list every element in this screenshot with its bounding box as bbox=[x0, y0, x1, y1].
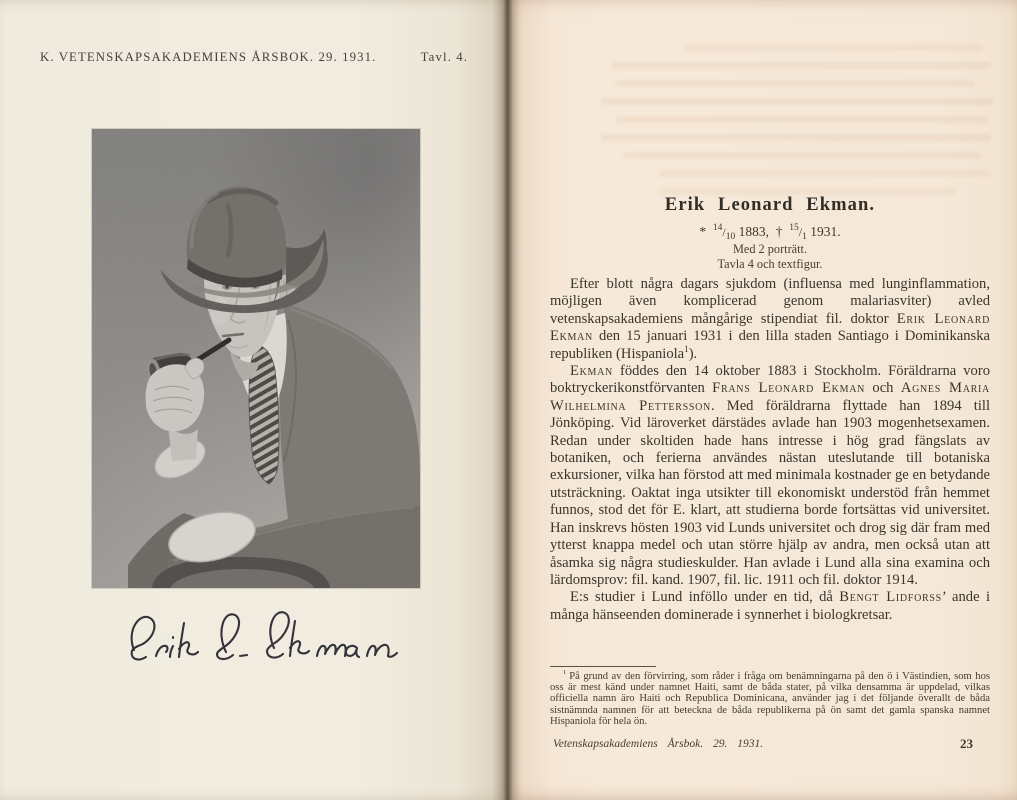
portrait-note: Med 2 porträtt. bbox=[732, 242, 808, 256]
right-page-content bbox=[550, 0, 990, 800]
footnote-rule bbox=[550, 666, 656, 667]
running-footer: Vetenskapsakademiens Årsbok. 29. 1931. bbox=[553, 738, 764, 750]
died-month: 1 bbox=[802, 232, 807, 242]
died-year: 1931. bbox=[810, 224, 841, 239]
plate-number-text: Tavl. 4. bbox=[420, 50, 468, 64]
page-number: 23 bbox=[960, 736, 973, 751]
right-page bbox=[507, 0, 1017, 800]
life-dates: * $^{14}/_{10}$ 1883, † $^{15}/_1$ 1931. bbox=[699, 223, 841, 242]
born-day: 14 bbox=[712, 223, 723, 233]
paragraph: Efter blott några dagars sjukdom (influensa med lunginflammation, möjligen även komplicerad genom malariasviter) avled vetenskapsakademiens mångårige stipendiat fil. doktor Erik Leonard Ekman den 15 januari 1931 i den lilla staden Santiago i Dominikanska republiken (Hispaniola$^1$). bbox=[550, 276, 991, 362]
left-page-header bbox=[40, 50, 468, 65]
page-gutter-shadow bbox=[492, 0, 520, 800]
yearbook-header-text: K. VETENSKAPSAKADEMIENS ÅRSBOK. 29. 1931. bbox=[40, 50, 377, 64]
body-text bbox=[550, 276, 990, 624]
born-month: 10 bbox=[725, 232, 736, 242]
footnote-text: $^1$ På grund av den förvirring, som råder i fråga om benämningarna på den ö i Västindien, som hos oss är mest känd under namnet Haiti, samt de båda stater, på vilka densamma är uppdelad, vilkas officiella namn äro Haiti och Republica Dominicana, använder jag i det följande överallt de båda sistnämnda namnen för att beteckna de båda republikerna på ön samt det gamla spanska namnet Hispaniola för hela ön. bbox=[550, 669, 990, 727]
born-marker: * bbox=[699, 224, 707, 239]
paragraph: Ekman föddes den 14 oktober 1883 i Stockholm. Föräldrarna voro boktryckerikonstförvanten Frans Leonard Ekman och Agnes Maria Wilhelmina Pettersson. Med föräldrarna flyttade han 1894 till Jönköping. Vid läroverket därstädes avlade han 1903 mogenhetsexamen. Redan under skoltiden hade hans intresse i hög grad fängslats av botaniken, och ferierna användes nästan uteslutande till botaniska exkursioner, vilka han förstod att med minimala kostnader ge en betydande utsträckning. Oaktat inga utsikter till ekonomiskt understöd från hemmet funnos, stod det för E. klart, att studierna borde fortsättas vid universitet. Han inskrevs hösten 1903 vid Lunds universitet och drog sig där fram med ytterst knappa medel och utan större hjälp av andra, men också utan att åsamka sig några studieskulder. Han avlade i Lund alla sina examina och lärdomsprov: fil. kand. 1907, fil. lic. 1911 och fil. doktor 1914. bbox=[550, 363, 990, 588]
died-marker: † bbox=[775, 224, 783, 239]
born-year: 1883, bbox=[738, 224, 769, 239]
portrait-photo bbox=[92, 129, 420, 588]
footnote bbox=[550, 671, 990, 727]
died-day: 15 bbox=[789, 223, 799, 233]
portrait-photo-illustration bbox=[92, 129, 420, 588]
article-title: Erik Leonard Ekman. bbox=[664, 195, 876, 215]
paragraph: E:s studier i Lund inföllo under en tid, då Bengt Lidforss’ ande i många hänseenden dominerade i synnerhet i biologkretsar. bbox=[550, 589, 991, 623]
footnote-marker: 1 bbox=[563, 669, 567, 677]
plate-note: Tavla 4 och textfigur. bbox=[717, 257, 823, 271]
handwritten-signature bbox=[118, 598, 408, 688]
signature-strokes bbox=[118, 598, 408, 688]
left-page bbox=[0, 0, 507, 800]
